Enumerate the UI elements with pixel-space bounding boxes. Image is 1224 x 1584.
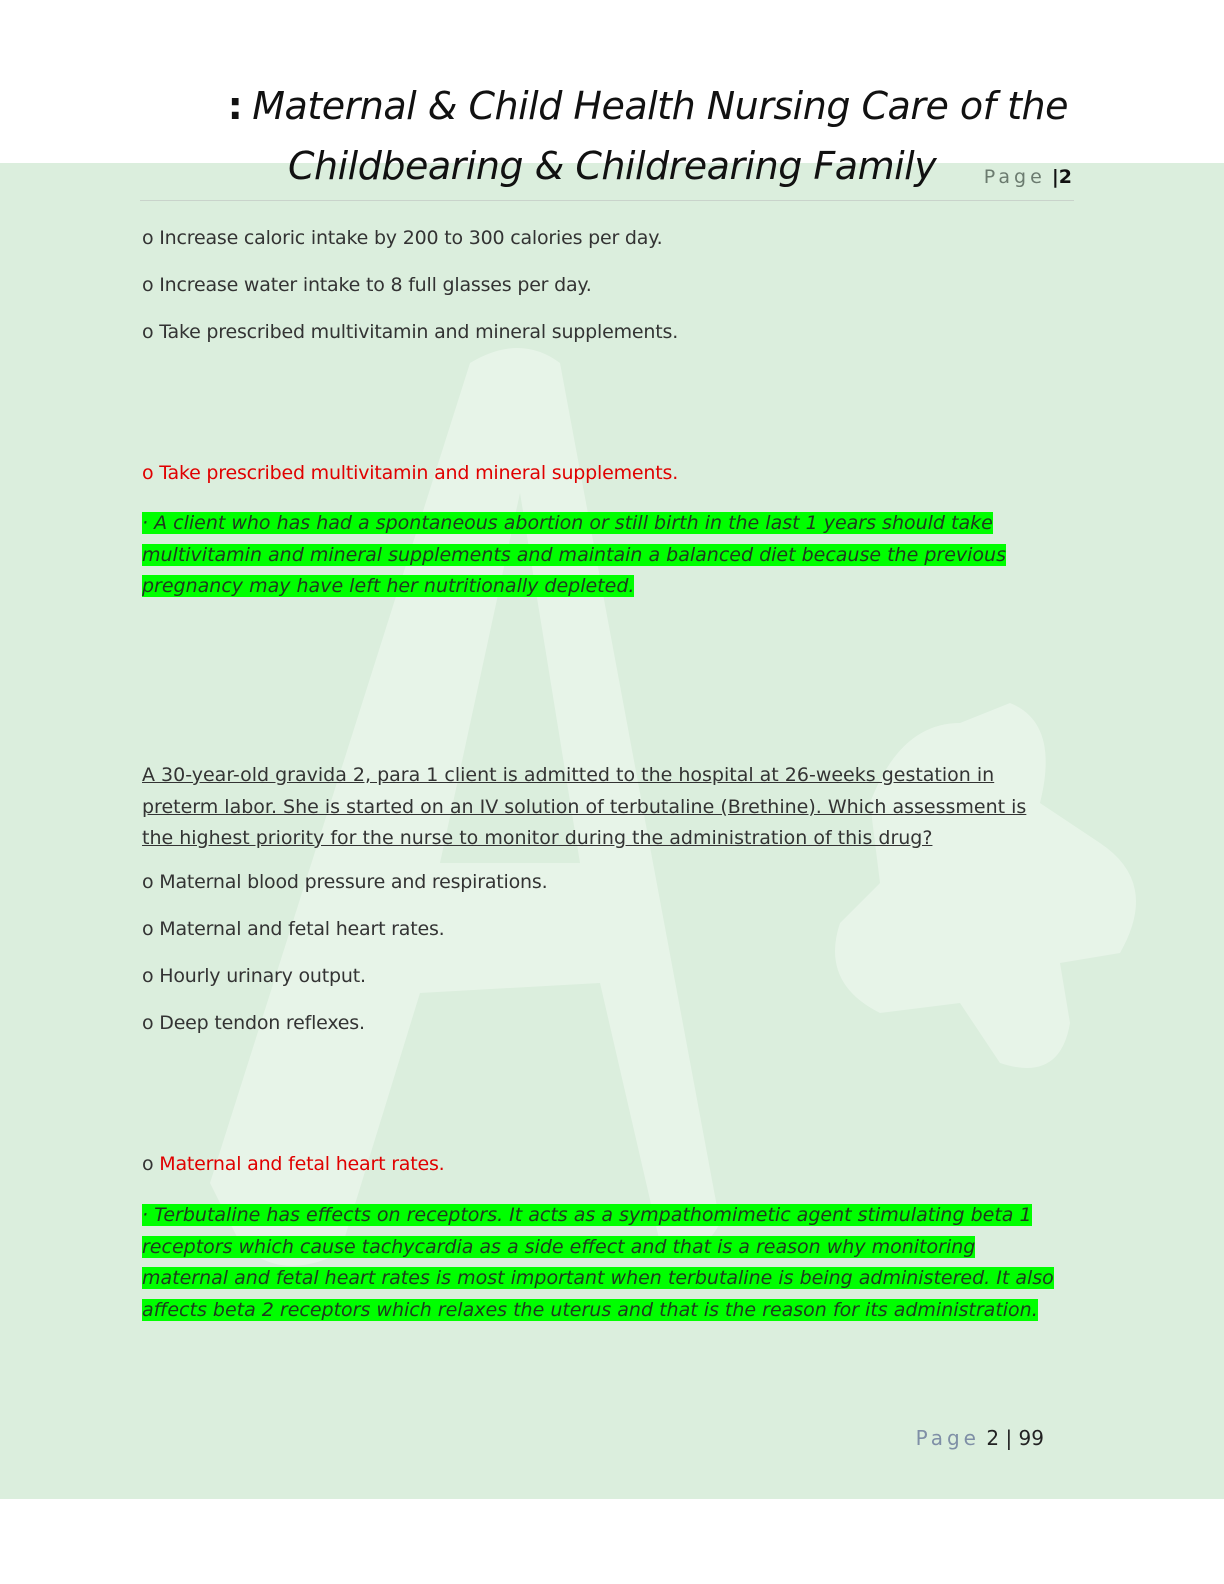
answer-2 (142, 1153, 445, 1175)
rationale-1-text: A client who has had a spontaneous abortion or still birth in the last 1 years should take multivitamin and mineral supplements and maintain a balanced diet because the previous pregnancy may have left her nutritionally depleted. (142, 512, 1006, 597)
document-title-line-2: Childbearing & Childrearing Family (288, 144, 937, 188)
option-2-4: o Deep tendon reflexes. (142, 1012, 365, 1034)
rationale-1 (142, 508, 1062, 603)
option-2-2: o Maternal and fetal heart rates. (142, 918, 445, 940)
header-page-sep: | (1051, 166, 1059, 188)
rationale-2 (142, 1200, 1062, 1326)
option-2-1: o Maternal blood pressure and respirations. (142, 871, 548, 893)
footer-separator: | (1005, 1426, 1013, 1450)
answer-2-marker: o (142, 1153, 154, 1175)
title-colon: : (227, 84, 243, 128)
header-page-number (984, 166, 1072, 188)
option-2: o Increase water intake to 8 full glasses per day. (142, 274, 592, 296)
header-page-num: 2 (1058, 166, 1072, 188)
header-page-word: Page (983, 166, 1046, 188)
footer-page-current: 2 (986, 1426, 1000, 1450)
answer-2-text: Maternal and fetal heart rates. (159, 1153, 445, 1175)
answer-1: o Take prescribed multivitamin and mineral supplements. (142, 462, 679, 484)
option-2-3: o Hourly urinary output. (142, 965, 366, 987)
title-text-1: Maternal & Child Health Nursing Care of the (252, 84, 1068, 128)
footer-page-word: Page (915, 1426, 980, 1450)
document-title-line-1 (228, 84, 1068, 128)
option-3: o Take prescribed multivitamin and mineral supplements. (142, 321, 679, 343)
rationale-2-text: · Terbutaline has effects on receptors. It acts as a sympathomimetic agent stimulating beta 1 receptors which cause tachycardia as a side effect and that is a reason why monitoring maternal and fetal heart rates is most important when terbutaline is being administered. It also affects beta 2 receptors which relaxes the uterus and that is the reason for its administration. (142, 1204, 1054, 1321)
question-2: A 30-year-old gravida 2, para 1 client is admitted to the hospital at 26-weeks gestation in preterm labor. She is started on an IV solution of terbutaline (Brethine). Which assessment is the highest priority for the nurse to monitor during the administration of this drug? (142, 764, 1027, 849)
footer-page-number (916, 1426, 1044, 1450)
option-1: o Increase caloric intake by 200 to 300 calories per day. (142, 227, 663, 249)
document-header (140, 84, 1074, 201)
footer-page-total: 99 (1018, 1426, 1044, 1450)
rationale-1-bullet: · (142, 512, 149, 534)
